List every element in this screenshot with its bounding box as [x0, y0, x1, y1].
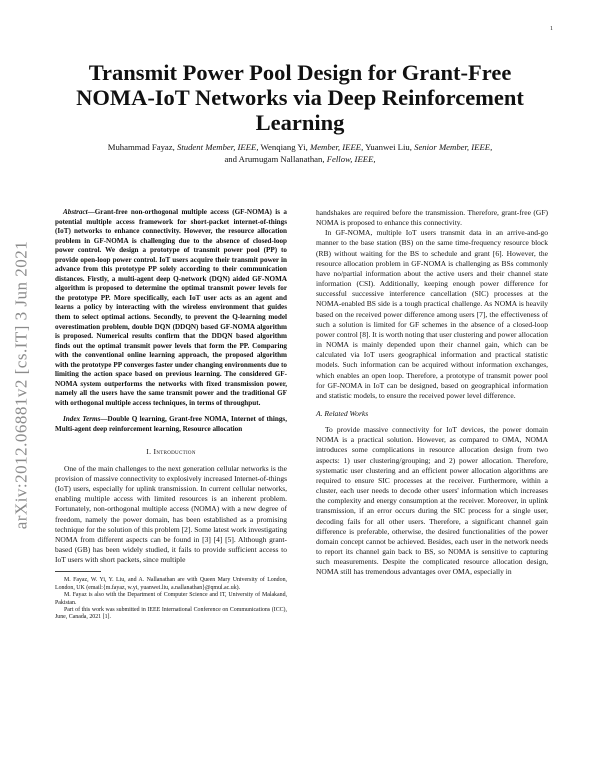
intro-paragraph-1: One of the main challenges to the next generation cellular networks is the provision of massive connectivity to explosively increased Internet-of-things (IoT) users, especially for uplink transmission. In current cellular networks, enabling multiple access with limited resources is an inherent problem. Fortunately, non-orthogonal multiple access (NOMA) with a new degree of freedom, namely the power domain, has been established as a promising technique for the solution of this problem [2]. Some latest work investigating NOMA from different aspects can be found in [3] [4] [5]. Although grant-based (GB) has been widely studied, it fails to provide sufficient access to IoT users with short packets, since multiple [55, 463, 287, 565]
section-heading-introduction: I. Introduction [146, 446, 196, 456]
arxiv-stamp [2, 220, 40, 550]
subsection-heading-related-works: A. Related Works [316, 408, 369, 418]
arxiv-identifier: arXiv:2012.06881v2 [cs.IT] 3 Jun 2021 [11, 240, 31, 530]
footnote-affiliation: M. Fayaz, W. Yi, Y. Liu, and A. Nallanathan are with Queen Mary University of London, London, UK (email:{m.fayaz, w.yi, yuanwei.liu, a.nallanathan}@qmul.ac.uk). [55, 577, 287, 591]
index-terms-label: Index Terms [63, 415, 101, 424]
index-terms-text: —Double Q learning, Grant-free NOMA, Internet of things, Multi-agent deep reinforcement learning, Resource allocation [55, 415, 287, 434]
abstract [55, 208, 287, 408]
page-number: 1 [550, 26, 553, 32]
right-column [316, 208, 548, 577]
author-list [60, 142, 540, 165]
related-works-paragraph-1: To provide massive connectivity for IoT devices, the power domain NOMA is a practical solution. However, as compared to OMA, NOMA introduces some complications in resource allocation design from two aspects: 1) user clustering/grouping; and 2) power allocation. Therefore, systematic user clustering and an efficient power allocation algorithms are required to ensure SIC processes at the receiver. Furthermore, within a cluster, each user needs to decode other users' information which increases the complexity and energy consumption at the receiver. Moreover, in uplink transmission, if an error occurs during the SIC process for a single user, decoding fails for all other users. Therefore, a significant channel gain difference is preferable, otherwise, the desired functionalities of the power domain concept cannot be achieved. Besides, each user in the network needs to report its channel gain back to BS, so NOMA is sensitive to capturing such measurements. Despite the complicated resource allocation design, NOMA still has tremendous advantages over OMA, especially in [316, 425, 548, 577]
author-line-2: and Arumugam Nallanathan, Fellow, IEEE, [224, 153, 376, 164]
index-terms [55, 415, 287, 434]
footnote-rule [55, 571, 101, 572]
abstract-label: Abstract [63, 208, 88, 216]
left-column [55, 208, 287, 622]
intro-paragraph-1-continued: handshakes are required before the transmission. Therefore, grant-free (GF) NOMA is proposed to enhance this connectivity. [316, 208, 548, 228]
footnote-affiliation-2: M. Fayaz is also with the Department of Computer Science and IT, University of Malakand, Pakistan. [55, 592, 287, 606]
abstract-text: —Grant-free non-orthogonal multiple access (GF-NOMA) is a potential multiple access framework for short-packet internet-of-things (IoT) networks to enhance connectivity. However, the resource allocation problem in GF-NOMA is challenging due to the absence of closed-loop power control. We design a prototype of transmit power pool (PP) to provide open-loop power control. IoT users acquire their transmit power in advance from this prototype PP solely according to their communication distances. Firstly, a multi-agent deep Q-network (DQN) aided GF-NOMA algorithm is proposed to determine the optimal transmit power levels for the prototype PP. More specifically, each IoT user acts as an agent and learns a policy by interacting with the wireless environment that guides them to select optimal actions. Secondly, to prevent the Q-learning model overestimation problem, double DQN (DDQN) based GF-NOMA algorithm is proposed. Numerical results confirm that the DDQN based algorithm finds out the optimal transmit power levels that form the PP. Comparing with the conventional online learning approach, the proposed algorithm with the prototype PP converges faster under changing environments due to limiting the action space based on previous learning. The considered GF-NOMA system outperforms the networks with fixed transmission power, namely all the users have the same transmit power and the traditional GF with orthogonal multiple access techniques, in terms of throughput. [55, 208, 287, 407]
author-line-1: Muhammad Fayaz, Student Member, IEEE, Wenqiang Yi, Member, IEEE, Yuanwei Liu, Senior Member, IEEE, [107, 142, 493, 152]
intro-paragraph-2: In GF-NOMA, multiple IoT users transmit data in an arrive-and-go manner to the base station (BS) on the same time-frequency resource block (RB) without waiting for the BS to schedule and grant [6]. However, the resource allocation problem in GF-NOMA is challenging as BSs commonly have no/partial information about the active users and their channel state information (CSI). Additionally, keeping enough power difference for successful successive interference cancellation (SIC) processes at the NOMA-enabled BS side is a tough practical challenge. As NOMA is heavily based on the received power difference among users [7], the effectiveness of such a solution is limited for GF schemes in the absence of a closed-loop power control [8]. It is worth noting that user clustering and power allocation in NOMA is mainly depended upon their channel gain, which can be calculated via IoT users geographical information and practical statistic models. Such information can be acquired without information exchanges, which enables an open loop. Therefore, a prototype of transmit power pool for GF-NOMA in IoT can be designed, based on geographical information and statistic models, to ensure the received power level difference. [316, 228, 548, 400]
footnote-conference: Part of this work was submitted in IEEE International Conference on Communications (ICC), June, Canada, 2021 [1]. [55, 606, 287, 621]
paper-title: Transmit Power Pool Design for Grant-Free NOMA-IoT Networks via Deep Reinforcement Learning [76, 60, 524, 135]
